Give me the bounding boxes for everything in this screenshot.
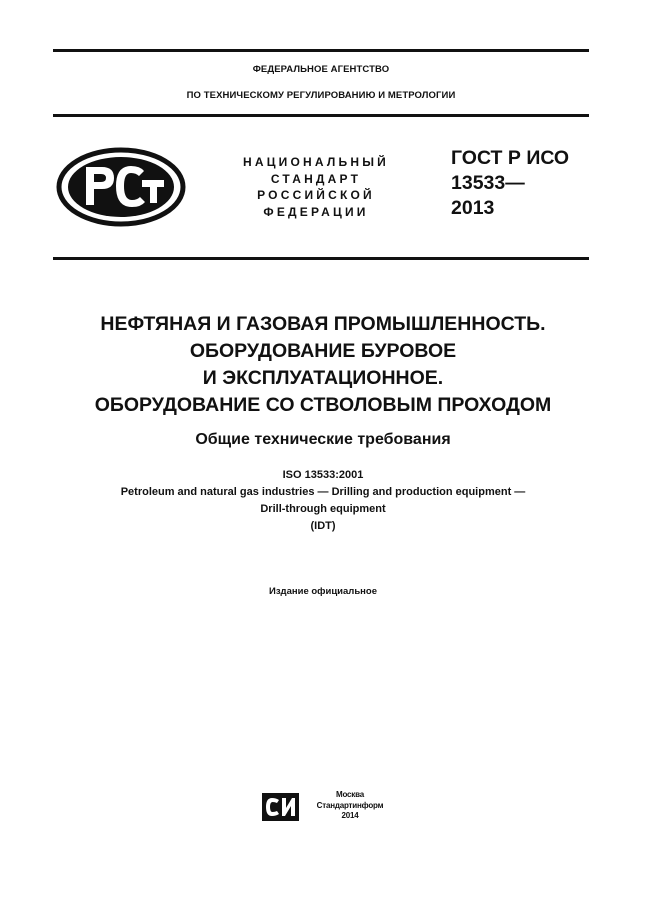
standard-type <box>228 154 404 220</box>
iso-degree: (IDT) <box>310 520 336 532</box>
standard-type-line2: СТАНДАРТ <box>270 171 362 186</box>
document-title <box>30 311 616 419</box>
publisher-name: Стандартинформ <box>316 800 384 810</box>
top-rule <box>53 49 589 52</box>
publisher-city: Москва <box>336 790 364 799</box>
designation-line3: 2013 <box>451 197 495 219</box>
iso-number: ISO 13533:2001 <box>282 469 364 481</box>
standard-type-line1: НАЦИОНАЛЬНЫЙ <box>242 155 390 169</box>
publication-year: 2014 <box>341 811 359 820</box>
rst-conformity-mark-icon <box>56 147 186 227</box>
standard-type-line3: РОССИЙСКОЙ <box>257 188 375 202</box>
title-line2: ОБОРУДОВАНИЕ БУРОВОЕ <box>189 340 457 362</box>
standartinform-logo-icon <box>262 793 299 821</box>
agency-name-line2: ПО ТЕХНИЧЕСКОМУ РЕГУЛИРОВАНИЮ И МЕТРОЛОГИИ <box>186 90 456 101</box>
agency-name-line1: ФЕДЕРАЛЬНОЕ АГЕНТСТВО <box>252 64 390 75</box>
iso-reference <box>30 467 616 535</box>
iso-title-line2: Drill-through equipment <box>260 503 386 515</box>
publisher-block <box>304 790 396 822</box>
iso-title-line1: Petroleum and natural gas industries — Drilling and production equipment — <box>120 486 526 498</box>
edition-note: Издание официальное <box>269 586 377 597</box>
standard-type-line4: ФЕДЕРАЦИИ <box>263 204 369 219</box>
designation-line2: 13533— <box>451 172 525 194</box>
section-rule <box>53 257 589 260</box>
standard-designation <box>451 146 601 221</box>
title-line3: И ЭКСПЛУАТАЦИОННОЕ. <box>202 367 444 389</box>
title-line4: ОБОРУДОВАНИЕ СО СТВОЛОВЫМ ПРОХОДОМ <box>94 394 552 416</box>
title-line1: НЕФТЯНАЯ И ГАЗОВАЯ ПРОМЫШЛЕННОСТЬ. <box>100 313 546 335</box>
designation-line1: ГОСТ Р ИСО <box>451 147 570 169</box>
document-subtitle: Общие технические требования <box>195 431 451 448</box>
header-rule <box>53 114 589 117</box>
